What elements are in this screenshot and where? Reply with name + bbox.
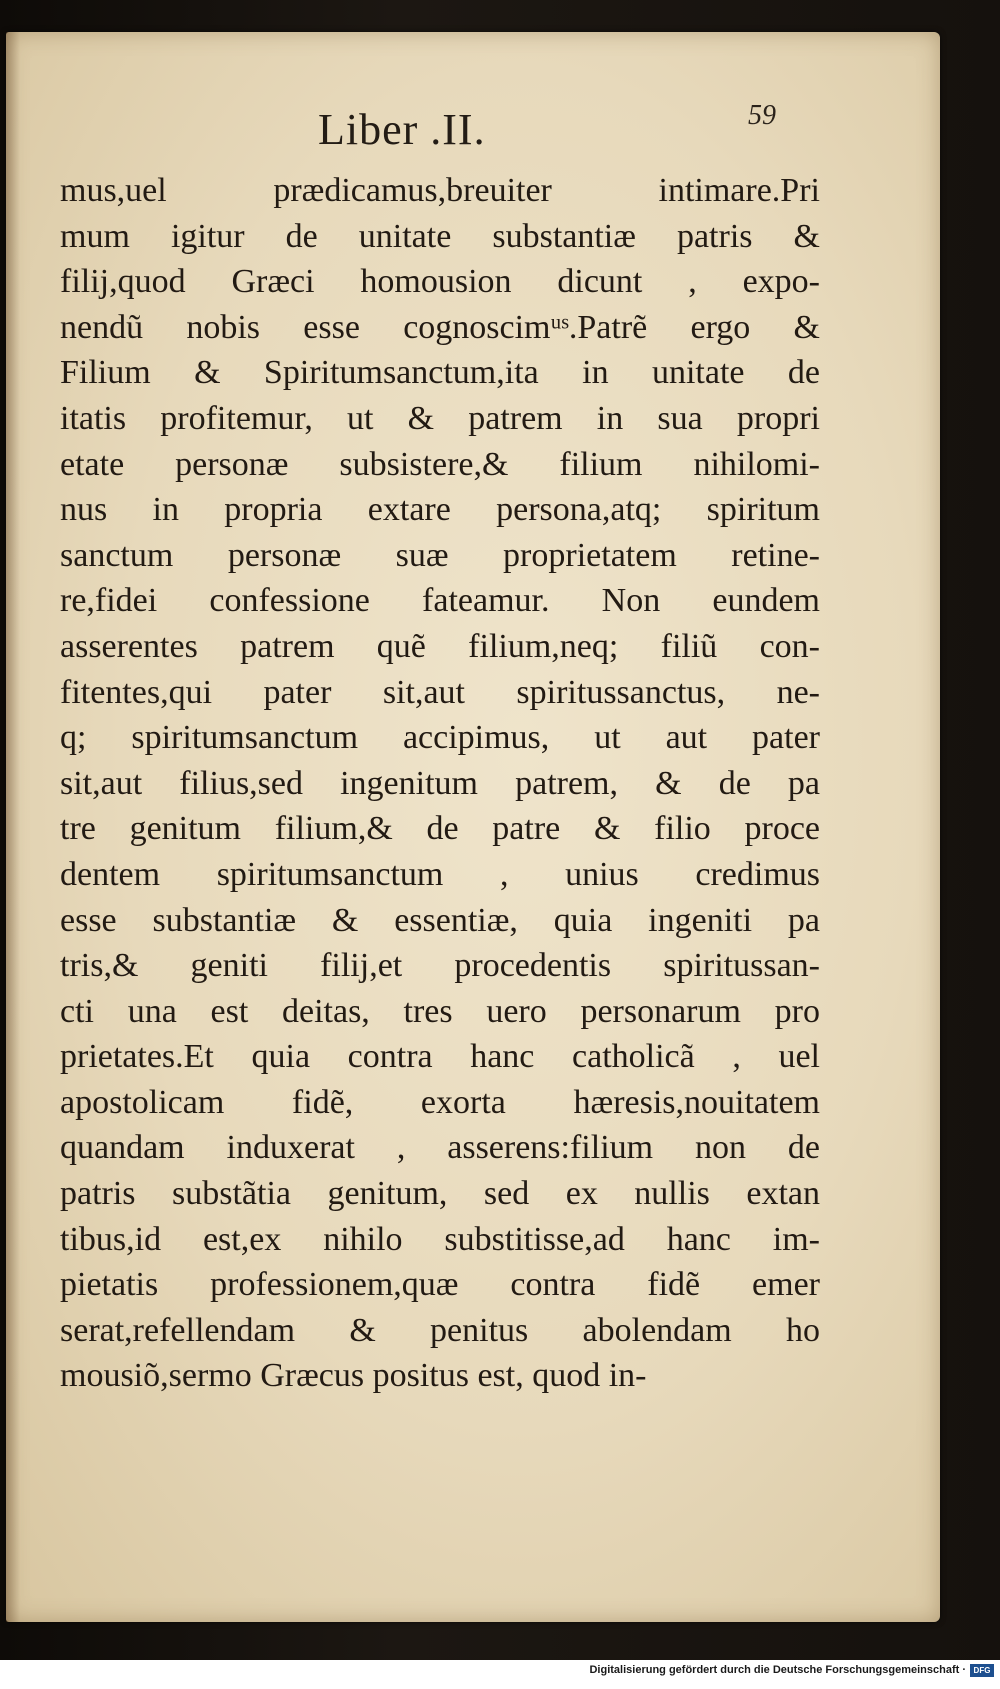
text-line: mousiõ,sermo Græcus positus est, quod in- <box>60 1357 647 1395</box>
text-line: sit,aut filius,sed ingenitum patrem, & de pa <box>60 764 820 802</box>
text-line: Filium & Spiritumsanctum,ita in unitate de <box>60 354 820 392</box>
text-line: q; spiritumsanctum accipimus, ut aut pater <box>60 719 820 757</box>
text-line: itatis profitemur, ut & patrem in sua propri <box>60 399 820 437</box>
text-line: esse substantiæ & essentiæ, quia ingeniti pa <box>60 901 820 939</box>
text-line: serat,refellendam & penitus abolendam ho <box>60 1311 820 1349</box>
text-line: mus,uel prædicamus,breuiter intimare.Pri <box>60 172 820 209</box>
digitization-credit: Digitalisierung gefördert durch die Deutsche Forschungsgemeinschaft · <box>589 1664 966 1676</box>
text-line: fitentes,qui pater sit,aut spiritussanctus, ne- <box>60 673 820 711</box>
text-line: apostolicam fidẽ, exorta hæresis,nouitatem <box>60 1083 820 1121</box>
running-head: Liber .II. <box>318 105 486 154</box>
page-gutter-shadow <box>6 32 20 1622</box>
page-number: 59 <box>748 100 776 131</box>
text-line: patris substãtia genitum, sed ex nullis extan <box>60 1175 820 1213</box>
text-line: asserentes patrem quẽ filium,neq; filiũ con- <box>60 627 820 665</box>
text-line: tre genitum filium,& de patre & filio proce <box>60 810 820 848</box>
text-line: dentem spiritumsanctum , unius credimus <box>60 855 820 893</box>
text-line: tris,& geniti filij,et procedentis spiritussan- <box>60 947 820 985</box>
text-line: etate personæ subsistere,& filium nihilomi- <box>60 445 820 483</box>
text-line: cti una est deitas, tres uero personarum pro <box>60 992 820 1030</box>
text-line: pietatis professionem,quæ contra fidẽ emer <box>60 1266 820 1304</box>
text-line: prietates.Et quia contra hanc catholicã , uel <box>60 1038 820 1076</box>
body-text <box>60 168 820 1399</box>
text-line: nendũ nobis esse cognoscimᵘˢ.Patrẽ ergo & <box>60 308 820 346</box>
text-line: mum igitur de unitate substantiæ patris & <box>60 217 820 255</box>
text-line: quandam induxerat , asserens:filium non de <box>60 1129 820 1167</box>
text-line: tibus,id est,ex nihilo substitisse,ad hanc im- <box>60 1220 820 1258</box>
text-line: re,fidei confessione fateamur. Non eundem <box>60 582 820 620</box>
text-line: filij,quod Græci homousion dicunt , expo- <box>60 263 820 301</box>
text-line: sanctum personæ suæ proprietatem retine- <box>60 536 820 574</box>
dfg-logo: DFG <box>970 1664 994 1677</box>
text-line: nus in propria extare persona,atq; spiritum <box>60 491 820 529</box>
